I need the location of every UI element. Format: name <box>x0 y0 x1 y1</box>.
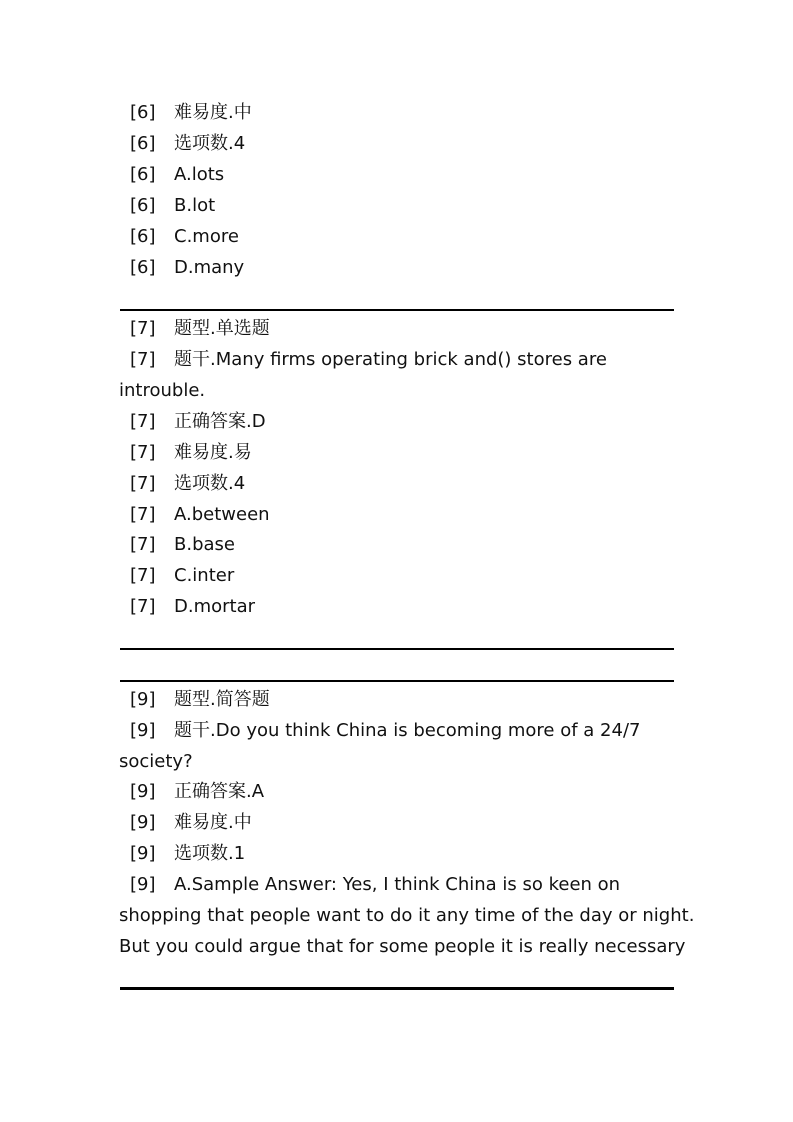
q7-type: 题型.单选题 <box>174 318 270 339</box>
q7-answer: 正确答案.D <box>174 411 266 432</box>
q7-tag: [7] <box>130 349 156 370</box>
q7-difficulty-line <box>119 437 679 468</box>
q7-stem-continuation <box>119 375 679 406</box>
q7-option-d-line <box>119 591 679 622</box>
q7-tag: [7] <box>130 473 156 494</box>
q9-tag: [9] <box>130 720 156 741</box>
q6-option-a: A.lots <box>174 164 225 185</box>
q9-stem-wrap: society? <box>119 751 193 772</box>
q9-option-a-line <box>119 869 679 900</box>
q9-stem-continuation <box>119 746 679 777</box>
section-divider <box>120 309 674 311</box>
q7-tag: [7] <box>130 565 156 586</box>
q6-tag: [6] <box>130 102 156 123</box>
q9-option-a-continuation <box>119 900 695 931</box>
q9-tag: [9] <box>130 843 156 864</box>
q6-option-d-line <box>119 252 679 283</box>
q7-option-count: 选项数.4 <box>174 473 246 494</box>
q6-tag: [6] <box>130 164 156 185</box>
q6-option-count-line <box>119 128 679 159</box>
q9-stem: 题干.Do you think China is becoming more of a 24/7 <box>174 720 641 741</box>
q7-stem: 题干.Many firms operating brick and() stores are <box>174 349 607 370</box>
q9-answer: 正确答案.A <box>174 781 265 802</box>
q6-tag: [6] <box>130 133 156 154</box>
q6-option-d: D.many <box>174 257 245 278</box>
q9-option-a-wrap: shopping that people want to do it any time of the day or night. <box>119 905 695 926</box>
q7-option-c: C.inter <box>174 565 235 586</box>
q9-difficulty-line <box>119 807 679 838</box>
q7-option-d: D.mortar <box>174 596 256 617</box>
q9-option-count: 选项数.1 <box>174 843 246 864</box>
q9-option-a-wrap: But you could argue that for some people it is really necessary <box>119 936 686 957</box>
q9-tag: [9] <box>130 874 156 895</box>
q7-tag: [7] <box>130 442 156 463</box>
q7-type-line <box>119 313 679 344</box>
q9-difficulty: 难易度.中 <box>174 812 252 833</box>
q7-option-b: B.base <box>174 534 235 555</box>
q9-tag: [9] <box>130 689 156 710</box>
q6-tag: [6] <box>130 195 156 216</box>
q7-option-a: A.between <box>174 504 270 525</box>
q6-option-count: 选项数.4 <box>174 133 246 154</box>
q7-tag: [7] <box>130 411 156 432</box>
section-divider <box>120 648 674 650</box>
section-divider <box>120 680 674 682</box>
q9-tag: [9] <box>130 812 156 833</box>
q6-tag: [6] <box>130 226 156 247</box>
q7-answer-line <box>119 406 679 437</box>
q7-tag: [7] <box>130 534 156 555</box>
q7-option-a-line <box>119 499 679 530</box>
q7-option-c-line <box>119 560 679 591</box>
q6-option-b-line <box>119 190 679 221</box>
q7-tag: [7] <box>130 318 156 339</box>
q9-option-a-continuation <box>119 931 686 962</box>
q7-tag: [7] <box>130 504 156 525</box>
q6-difficulty: 难易度.中 <box>174 102 252 123</box>
q9-type-line <box>119 684 679 715</box>
q7-stem-wrap: introuble. <box>119 380 206 401</box>
q9-stem-line <box>119 715 679 746</box>
q9-option-a: A.Sample Answer: Yes, I think China is so keen on <box>174 874 621 895</box>
q6-option-a-line <box>119 159 679 190</box>
q9-type: 题型.简答题 <box>174 689 270 710</box>
q6-tag: [6] <box>130 257 156 278</box>
q9-answer-line <box>119 776 679 807</box>
q6-option-c: C.more <box>174 226 239 247</box>
q7-tag: [7] <box>130 596 156 617</box>
q6-difficulty-line <box>119 97 679 128</box>
q7-difficulty: 难易度.易 <box>174 442 252 463</box>
q9-option-count-line <box>119 838 679 869</box>
q7-option-b-line <box>119 529 679 560</box>
q9-tag: [9] <box>130 781 156 802</box>
q6-option-b: B.lot <box>174 195 216 216</box>
q6-option-c-line <box>119 221 679 252</box>
q7-stem-line <box>119 344 679 375</box>
q7-option-count-line <box>119 468 679 499</box>
section-divider <box>120 987 674 990</box>
